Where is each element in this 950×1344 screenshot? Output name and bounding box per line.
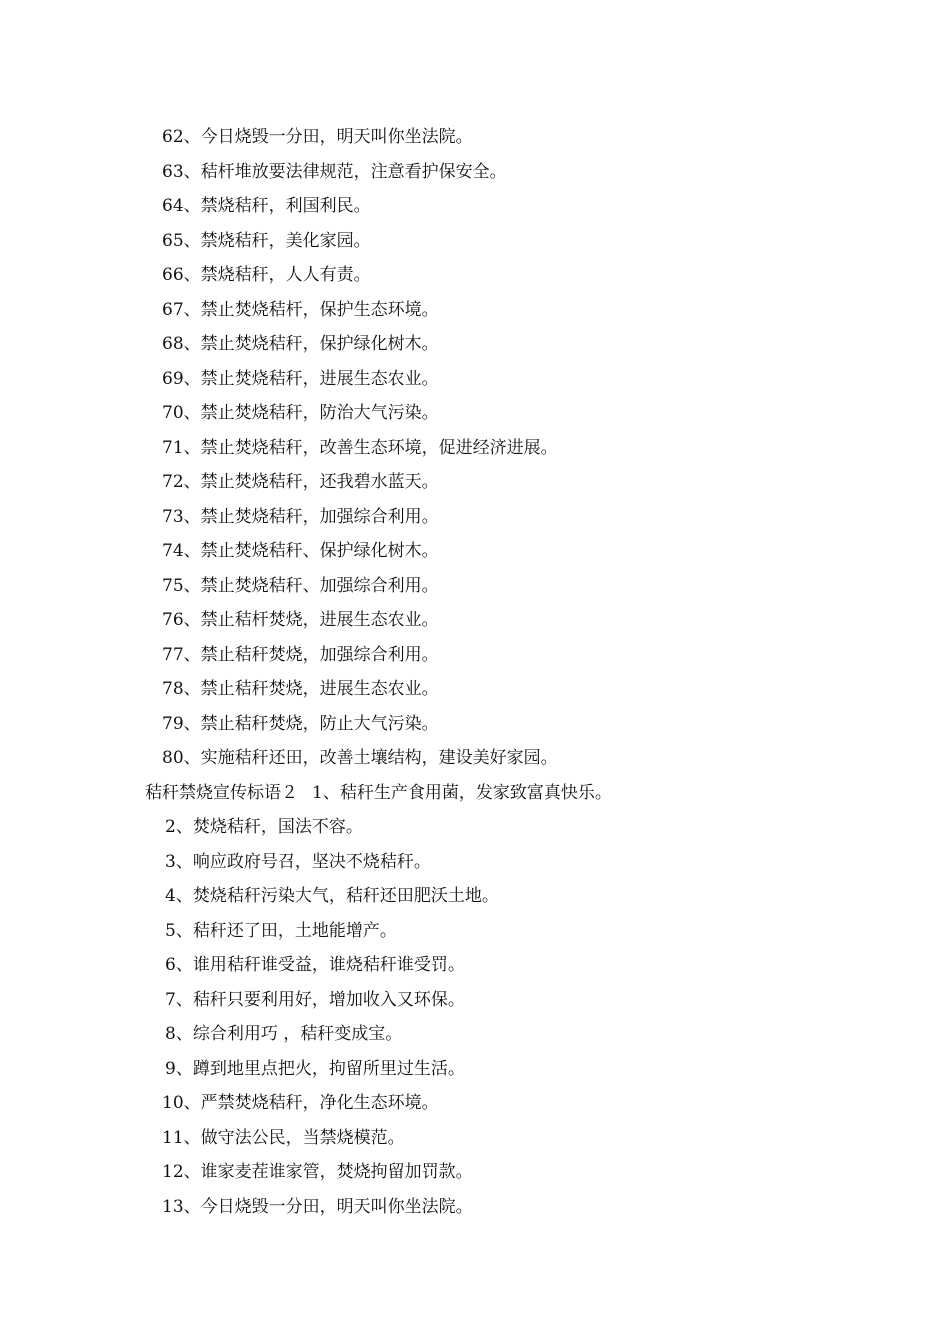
document-body <box>145 120 845 1224</box>
list-item: 62、今日烧毁一分田，明天叫你坐法院。 <box>162 127 473 147</box>
list-item: 12、谁家麦茬谁家管，焚烧拘留加罚款。 <box>162 1162 473 1182</box>
list-item: 2、焚烧秸秆，国法不容。 <box>165 817 363 837</box>
list-item: 4、焚烧秸秆污染大气，秸秆还田肥沃土地。 <box>165 886 499 906</box>
list-item: 5、秸秆还了田，土地能增产。 <box>165 920 397 941</box>
section-heading: 秸秆禁烧宣传标语２ <box>145 782 298 803</box>
list-item: 70、禁止焚烧秸秆，防治大气污染。 <box>162 403 439 423</box>
list-item: 78、禁止秸秆焚烧，进展生态农业。 <box>162 679 439 699</box>
list-item: 9、蹲到地里点把火，拘留所里过生活。 <box>165 1058 465 1079</box>
list-item: 11、做守法公民，当禁烧模范。 <box>162 1127 405 1148</box>
list-item: 13、今日烧毁一分田，明天叫你坐法院。 <box>162 1196 473 1217</box>
list-item: 65、禁烧秸秆，美化家园。 <box>162 230 371 251</box>
list-item: 6、谁用秸秆谁受益，谁烧秸秆谁受罚。 <box>165 955 465 975</box>
list-item: 77、禁止秸秆焚烧，加强综合利用。 <box>162 644 439 665</box>
list-item: 80、实施秸秆还田，改善土壤结构，建设美好家园。 <box>162 748 558 768</box>
list-item: 74、禁止焚烧秸秆、保护绿化树木。 <box>162 541 439 561</box>
list-item: 69、禁止焚烧秸秆，进展生态农业。 <box>162 368 439 389</box>
list-item: 8、综合利用巧 ，秸秆变成宝。 <box>165 1024 403 1044</box>
list-item: 79、禁止秸秆焚烧，防止大气污染。 <box>162 713 439 734</box>
list-item: 67、禁止焚烧秸杆，保护生态环境。 <box>162 299 439 320</box>
list-item: 63、秸杆堆放要法律规范，注意看护保安全。 <box>162 161 507 182</box>
list-item: 71、禁止焚烧秸秆，改善生态环境，促进经济进展。 <box>162 437 558 458</box>
list-item: 10、严禁焚烧秸秆，净化生态环境。 <box>162 1093 439 1113</box>
list-item: 75、禁止焚烧秸秆、加强综合利用。 <box>162 575 439 596</box>
list-item: 73、禁止焚烧秸秆，加强综合利用。 <box>162 506 439 527</box>
list-item: 7、秸秆只要利用好，增加收入又环保。 <box>165 989 465 1010</box>
list-item: 66、禁烧秸秆，人人有责。 <box>162 265 371 285</box>
section-heading-row <box>145 776 845 811</box>
list-item: 64、禁烧秸秆，利国利民。 <box>162 196 371 216</box>
list-item: 68、禁止焚烧秸秆，保护绿化树木。 <box>162 334 439 354</box>
list-item: 76、禁止秸杆焚烧，进展生态农业。 <box>162 610 439 630</box>
list-item: 3、响应政府号召，坚决不烧秸秆。 <box>165 851 431 872</box>
list-item: 72、禁止焚烧秸秆，还我碧水蓝天。 <box>162 472 439 492</box>
list-item: 1、秸秆生产食用菌，发家致富真快乐。 <box>312 782 612 803</box>
